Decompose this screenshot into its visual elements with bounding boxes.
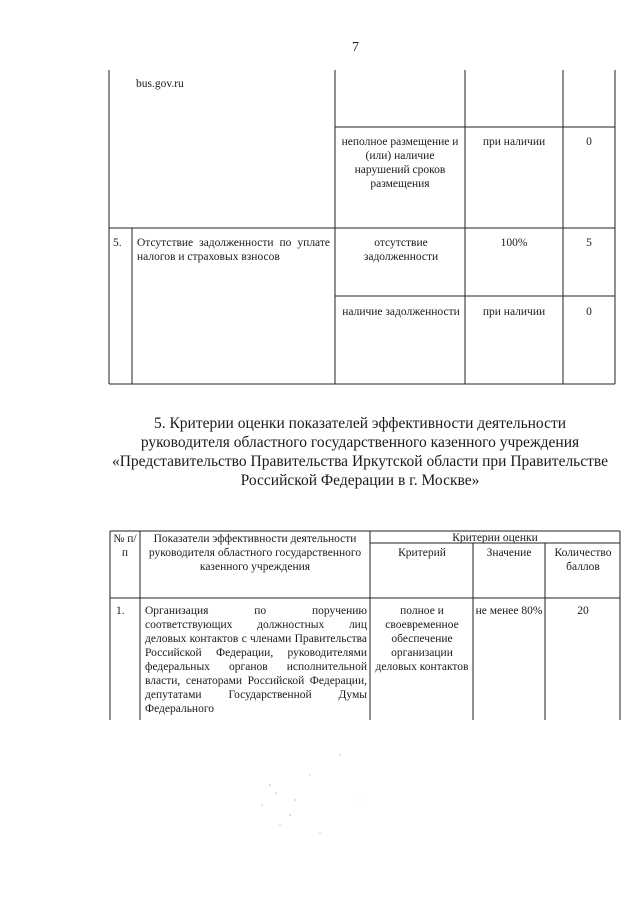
- row1-points: 20: [577, 605, 589, 617]
- header-criterion: Критерий: [398, 547, 446, 559]
- heading-line-1: 5. Критерии оценки показателей эффективности деятельности: [153, 415, 567, 432]
- header-number: № п/п: [113, 533, 137, 559]
- row5-number: 5.: [113, 237, 122, 249]
- row5-value-2: при наличии: [482, 306, 546, 318]
- section-heading: [100, 414, 620, 490]
- heading-line-3: «Представительство Правительства Иркутской области при Правительстве: [111, 453, 609, 470]
- heading-line-2: руководителя областного государственного казенного учреждения: [140, 434, 580, 451]
- row5-criterion-2: наличие задолженности: [342, 306, 460, 318]
- page-number: 7: [352, 40, 359, 55]
- header-criteria-group: Критерии оценки: [452, 532, 538, 544]
- row5-criterion-1: отсутствие задолженности: [363, 237, 439, 263]
- row1-criterion: полное и своевременное обеспечение организации деловых контактов: [375, 605, 469, 673]
- header-indicator: Показатели эффективности деятельности руководителя областного государственного казенного учреждения: [148, 533, 362, 573]
- row5-value-1: 100%: [500, 237, 528, 249]
- row1-indicator: Организация по поручению соответствующих должностных лиц деловых контактов с членами Правительства Российской Федерации, руководителями федеральных органов исполнительной власти, сенаторами Российской Федерации, депутатами Государственной Думы Федерального: [145, 605, 367, 715]
- site-description: bus.gov.ru: [136, 78, 184, 90]
- site-points: 0: [586, 136, 592, 148]
- site-criterion: неполное размещение и (или) наличие нарушений сроков размещения: [341, 136, 459, 190]
- header-value: Значение: [486, 547, 532, 559]
- site-value: при наличии: [482, 136, 546, 148]
- row1-number: 1.: [116, 605, 125, 617]
- row5-points-2: 0: [586, 306, 592, 318]
- header-points: Количество баллов: [554, 547, 612, 573]
- row5-points-1: 5: [586, 237, 592, 249]
- row5-description: Отсутствие задолженности по уплате налогов и страховых взносов: [137, 237, 330, 263]
- heading-line-4: Российской Федерации в г. Москве»: [240, 472, 480, 489]
- row1-value: не менее 80%: [475, 605, 543, 617]
- scan-noise: [250, 745, 400, 845]
